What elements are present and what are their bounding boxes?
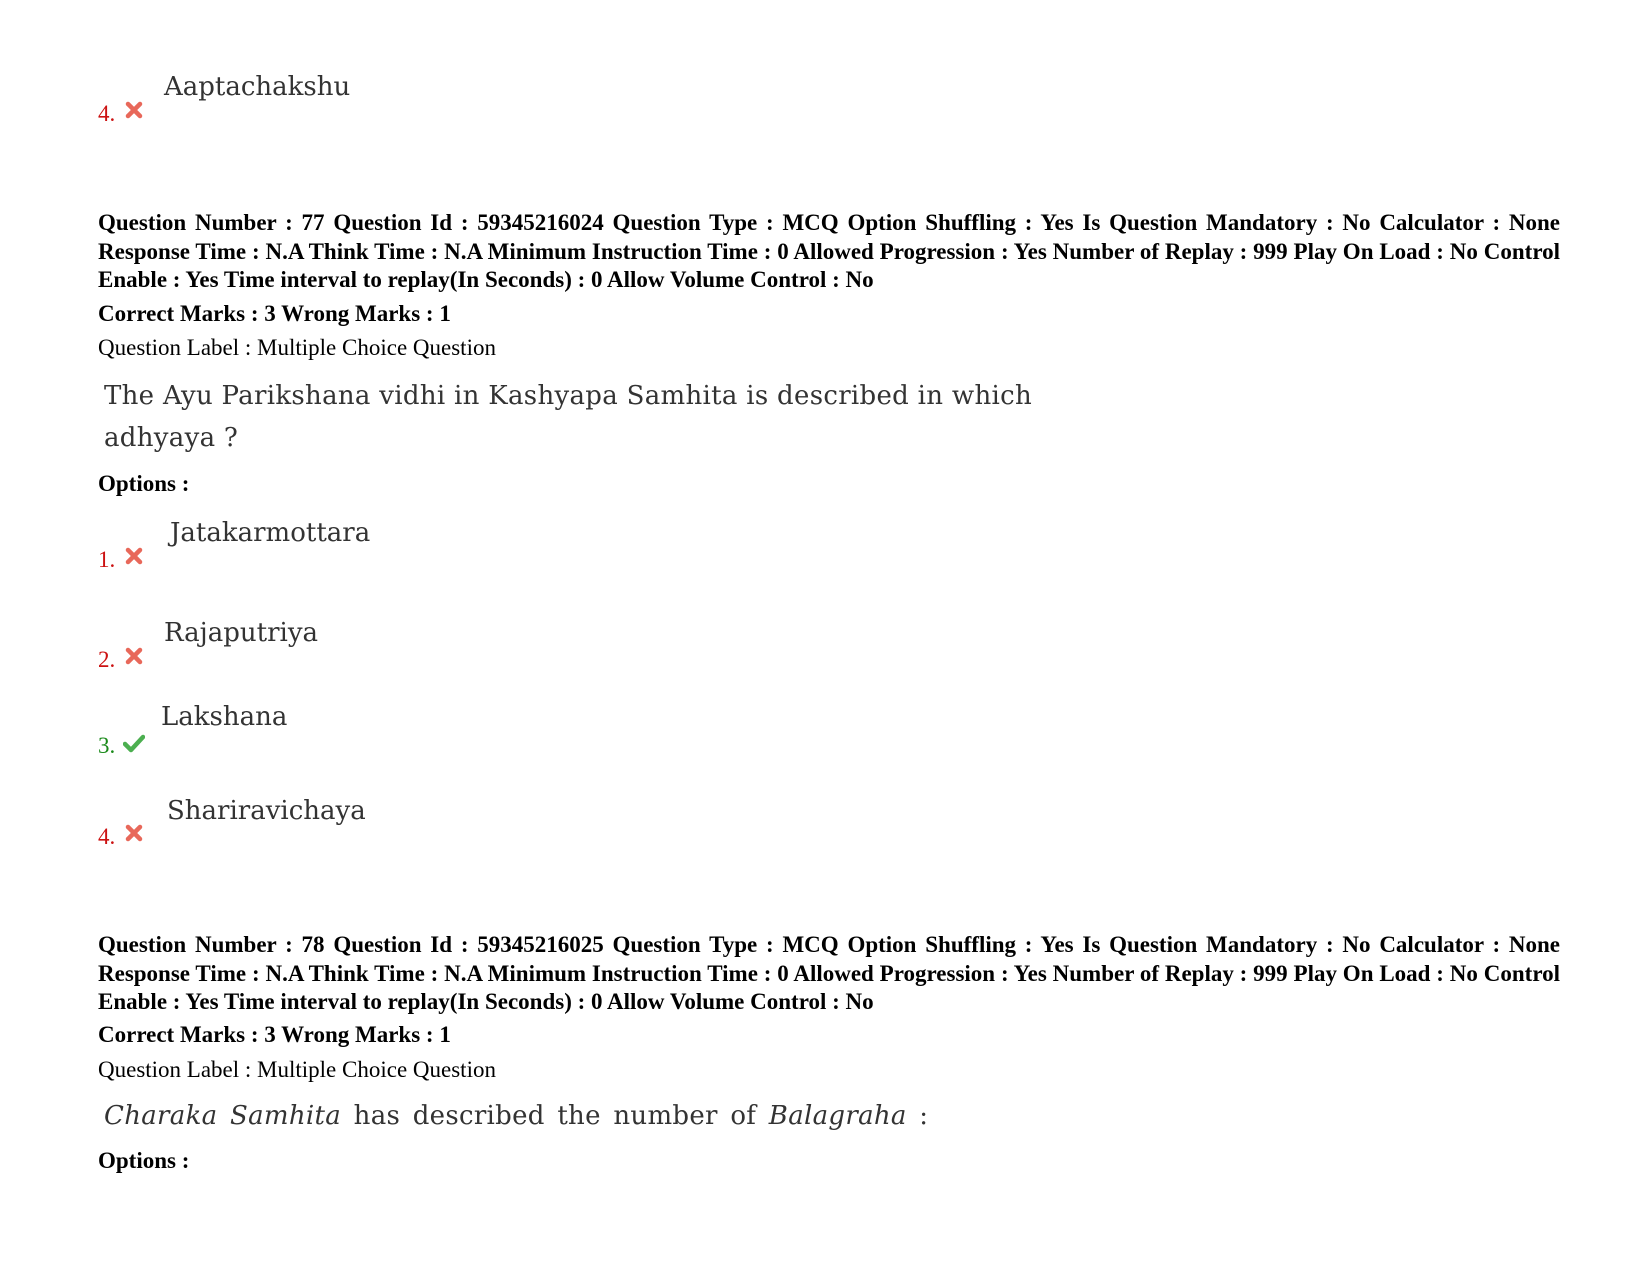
question-77-marks: Correct Marks : 3 Wrong Marks : 1: [98, 301, 451, 326]
question-78-text-part-2: has described the number of: [341, 1101, 769, 1131]
option-number: 1.: [98, 547, 116, 572]
question-77-label: Question Label : Multiple Choice Question: [98, 335, 496, 360]
cross-icon: [125, 547, 143, 565]
option-text: Shariravichaya: [167, 796, 366, 826]
question-78-meta: Question Number : 78 Question Id : 59345216025 Question Type : MCQ Option Shuffling : Yes Is Question Mandatory : No Calculator : None Response Time : N.A Think Time : N.A Minimum Instruction Time : 0 Allowed Progression : Yes Number of Replay : 999 Play On Load : No Control Enable : Yes Time interval to replay(In Seconds) : 0 Allow Volume Control : No: [98, 932, 1560, 1014]
option-text: Rajaputriya: [164, 618, 319, 648]
option-4: [98, 796, 498, 862]
question-78-text-italic-1: Charaka Samhita: [104, 1101, 342, 1131]
option-number: 4.: [98, 824, 116, 849]
question-77-text-line-1: The Ayu Parikshana vidhi in Kashyapa Samhita is described in which: [104, 381, 1033, 411]
option-number: 3.: [98, 733, 116, 758]
option-1: [98, 516, 498, 576]
question-78-text-part-4: :: [906, 1101, 929, 1131]
option-number: 2.: [98, 647, 116, 672]
option-text: Jatakarmottara: [170, 518, 371, 548]
option-text: Lakshana: [161, 702, 288, 732]
question-78-text-italic-2: Balagraha: [768, 1101, 907, 1131]
cross-icon: [125, 101, 143, 119]
question-78-text: [104, 1095, 928, 1137]
cross-icon: [125, 647, 143, 665]
question-78-marks: Correct Marks : 3 Wrong Marks : 1: [98, 1022, 451, 1047]
check-icon: [123, 733, 145, 753]
option-text: Aaptachakshu: [164, 72, 351, 102]
option-3: [98, 702, 498, 768]
cross-icon: [125, 824, 143, 842]
question-77-text-line-2: adhyaya ?: [104, 423, 239, 453]
question-77-options-label: Options :: [98, 471, 190, 496]
option-2: [98, 616, 498, 676]
question-78-label: Question Label : Multiple Choice Question: [98, 1057, 496, 1082]
question-78-options-label: Options :: [98, 1148, 190, 1173]
question-77-meta: Question Number : 77 Question Id : 59345216024 Question Type : MCQ Option Shuffling : Yes Is Question Mandatory : No Calculator : None Response Time : N.A Think Time : N.A Minimum Instruction Time : 0 Allowed Progression : Yes Number of Replay : 999 Play On Load : No Control Enable : Yes Time interval to replay(In Seconds) : 0 Allow Volume Control : No: [98, 210, 1560, 292]
option-number: 4.: [98, 101, 116, 126]
prev-option-4: [98, 70, 498, 130]
